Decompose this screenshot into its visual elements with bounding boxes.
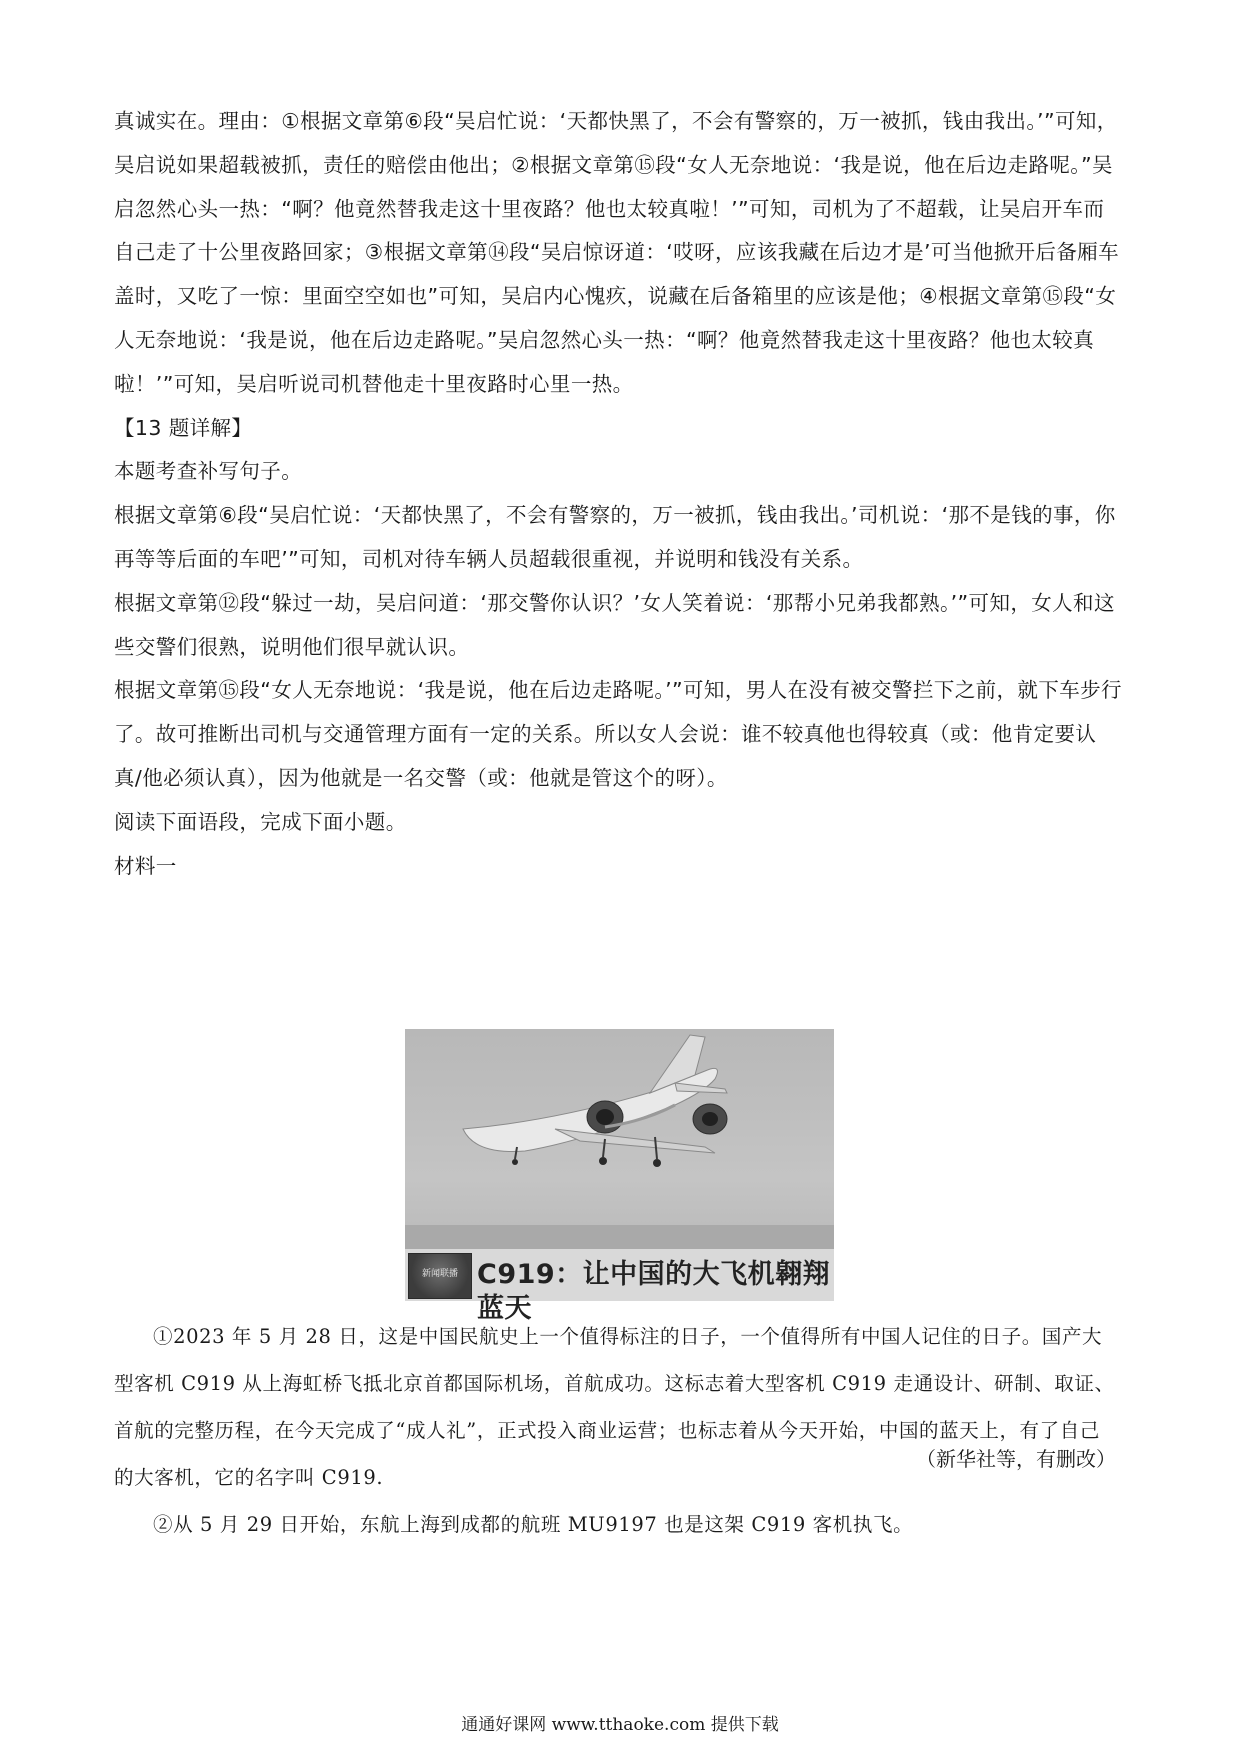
passage-paragraph-1: ①2023 年 5 月 28 日，这是中国民航史上一个值得标注的日子，一个值得所有中国人记住的日子。国产大型客机 C919 从上海虹桥飞抵北京首都国际机场，首航成功。这标志着大型客机 C919 走通设计、研制、取证、首航的完整历程，在今天完成了“成人礼”，正式投入商业运营；也标志着从今天开始，中国的蓝天上，有了自己的大客机，它的名字叫 C919. [114, 1325, 1115, 1489]
passage-paragraph-2: ②从 5 月 29 日开始，东航上海到成都的航班 MU9197 也是这架 C919 客机执飞。 [153, 1513, 914, 1536]
material-one-passage [114, 1313, 1120, 1548]
news-caption-text: C919：让中国的大飞机翱翔蓝天 [477, 1259, 831, 1324]
news-caption-bar [405, 1249, 834, 1324]
answer-paragraph-topic: 本题考查补写句子。 [114, 459, 303, 484]
answer-paragraph-evidence-12: 根据文章第⑫段“躲过一劫，吴启问道：‘那交警你认识？’女人笑着说：‘那帮小兄弟我都熟。’”可知，女人和这些交警们很熟，说明他们很早就认识。 [114, 590, 1115, 659]
reading-instruction: 阅读下面语段，完成下面小题。 [114, 809, 407, 834]
passage-source: （新华社等，有删改） [916, 1447, 1116, 1471]
answer-section [114, 100, 1124, 888]
airplane-illustration [405, 1029, 834, 1249]
answer-paragraph-evidence-15: 根据文章第⑮段“女人无奈地说：‘我是说，他在后边走路呢。’”可知，男人在没有被交警拦下之前，就下车步行了。故可推断出司机与交通管理方面有一定的关系。所以女人会说：谁不较真他也得较真（或：他肯定要认真/他必须认真），因为他就是一名交警（或：他就是管这个的呀）。 [114, 678, 1122, 790]
news-logo-text: 新闻联播 [421, 1269, 458, 1279]
news-channel-logo [408, 1253, 472, 1299]
question-13-heading: 【13 题详解】 [114, 415, 253, 440]
material-one-label: 材料一 [114, 853, 177, 878]
answer-paragraph-evidence-6: 根据文章第⑥段“吴启忙说：‘天都快黑了，不会有警察的，万一被抓，钱由我出。’司机说：‘那不是钱的事，你再等等后面的车吧’”可知，司机对待车辆人员超载很重视，并说明和钱没有关系。 [114, 503, 1116, 571]
answer-paragraph-reasons: 真诚实在。理由：①根据文章第⑥段“吴启忙说：‘天都快黑了，不会有警察的，万一被抓，钱由我出。’”可知，吴启说如果超载被抓，责任的赔偿由他出；②根据文章第⑮段“女人无奈地说：‘我是说，他在后边走路呢。”吴启忽然心头一热：“啊？他竟然替我走这十里夜路？他也太较真啦！’”可知，司机为了不超载，让吴启开车而自己走了十公里夜路回家；③根据文章第⑭段“吴启惊讶道：‘哎呀，应该我藏在后边才是’可当他掀开后备厢车盖时，又吃了一惊：里面空空如也”可知，吴启内心愧疚，说藏在后备箱里的应该是他；④根据文章第⑮段“女人无奈地说：‘我是说，他在后边走路呢。”吴启忽然心头一热：“啊？他竟然替我走这十里夜路？他也太较真啦！’”可知，吴启听说司机替他走十里夜路时心里一热。 [114, 109, 1120, 396]
page-footer: 通通好课网 www.tthaoke.com 提供下载 [461, 1715, 779, 1735]
c919-news-photo [405, 1029, 834, 1324]
